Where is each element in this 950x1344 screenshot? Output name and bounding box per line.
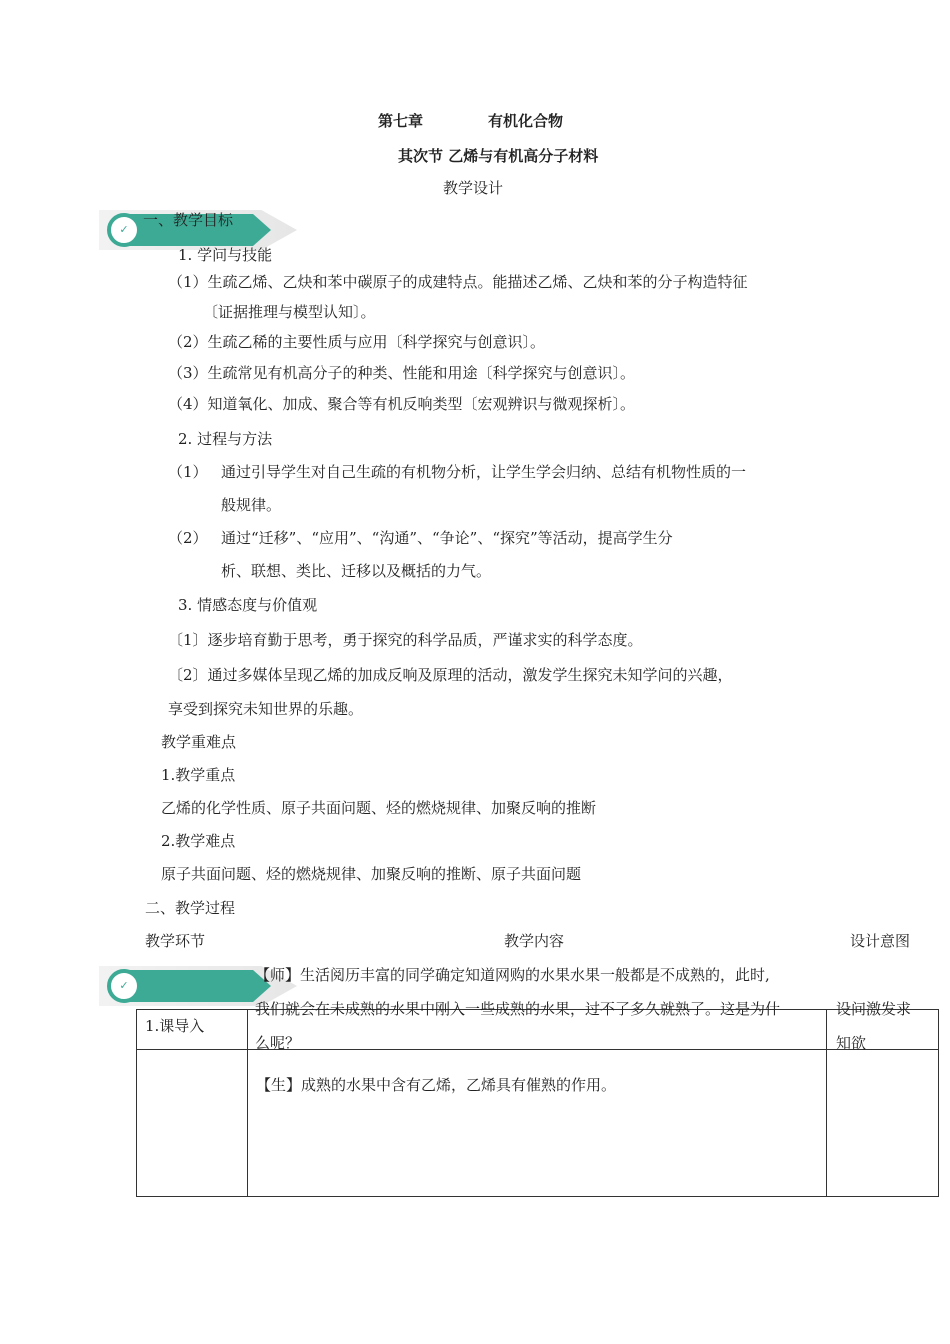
design-intent-line-2: 知欲 [836,1034,867,1052]
stage-cell [137,1050,248,1197]
sub2-item-2: 通过“迁移”、“应用”、“沟通”、“争论”、“探究”等活动，提高学生分 [221,529,673,547]
column-header-content: 教学内容 [504,932,565,950]
teacher-prompt-line-1: 【师】生活阅历丰富的同学确定知道网购的水果水果一般都是不成熟的，此时, [255,966,770,984]
focus-text: 乙烯的化学性质、原子共面问题、烃的燃烧规律、加聚反响的推断 [161,799,597,817]
teacher-prompt-line-2: 我们就会在未成熟的水果中刚入一些成熟的水果，过不了多久就熟了。这是为什 [255,1000,781,1018]
sub2-item-1: 通过引导学生对自己生疏的有机物分析，让学生学会归纳、总结有机物性质的一 [221,463,747,481]
sub1-title: 1. 学问与技能 [178,246,273,264]
table-row [137,1050,939,1197]
focus-title: 1.教学重点 [161,766,236,784]
difficulty-title: 2.教学难点 [161,832,236,850]
key-points-heading: 教学重难点 [161,733,237,751]
section-title: 其次节 乙烯与有机高分子材料 [398,147,599,165]
chapter-title: 有机化合物 [488,112,564,130]
intent-cell [827,1050,939,1197]
part2-heading: 二、教学过程 [145,899,236,917]
part1-heading: 一、教学目标 [143,211,234,229]
sub2-item-2-cont: 析、联想、类比、迁移以及概括的力气。 [221,562,492,580]
sub2-title: 2. 过程与方法 [178,430,273,448]
student-response: 【生】成熟的水果中含有乙烯，乙烯具有催熟的作用。 [256,1076,617,1094]
sub3-item-2: 〔2〕通过多媒体呈现乙烯的加成反响及原理的活动，激发学生探究未知学问的兴趣， [168,666,733,684]
sub3-item-2-cont: 享受到探究未知世界的乐趣。 [168,700,364,718]
stage-label: 1.课导入 [145,1017,205,1035]
sub1-item-3: （3）生疏常见有机高分子的种类、性能和用途〔科学探究与创意识〕。 [168,364,636,382]
stage-cell [137,1010,248,1050]
sub3-item-1: 〔1〕逐步培育勤于思考，勇于探究的科学品质，严谨求实的科学态度。 [168,631,643,649]
sub1-item-4: （4）知道氧化、加成、聚合等有机反响类型〔宏观辨识与微观探析〕。 [168,395,636,413]
document-type: 教学设计 [443,179,504,197]
sub1-item-1: （1）生疏乙烯、乙炔和苯中碳原子的成建特点。能描述乙烯、乙炔和苯的分子构造特征 [168,273,748,291]
check-icon: ✓ [119,223,129,236]
sub1-item-1-cont: 〔证据推理与模型认知〕。 [203,303,376,321]
check-icon: ✓ [119,979,129,992]
sub3-title: 3. 情感态度与价值观 [178,596,318,614]
sub2-item-1-cont: 般规律。 [221,496,282,514]
sub2-item-2-num: （2） [168,529,208,547]
sub1-item-2: （2）生疏乙稀的主要性质与应用〔科学探究与创意识〕。 [168,333,546,351]
column-header-intent: 设计意图 [850,932,911,950]
chapter-number: 第七章 [378,112,424,130]
sub2-item-1-num: （1） [168,463,208,481]
column-header-stage: 教学环节 [145,932,206,950]
design-intent-line-1: 设问激发求 [836,1000,912,1018]
teacher-prompt-line-3: 么呢？ [255,1034,301,1052]
content-cell [248,1050,827,1197]
difficulty-text: 原子共面问题、烃的燃烧规律、加聚反响的推断、原子共面问题 [161,865,582,883]
